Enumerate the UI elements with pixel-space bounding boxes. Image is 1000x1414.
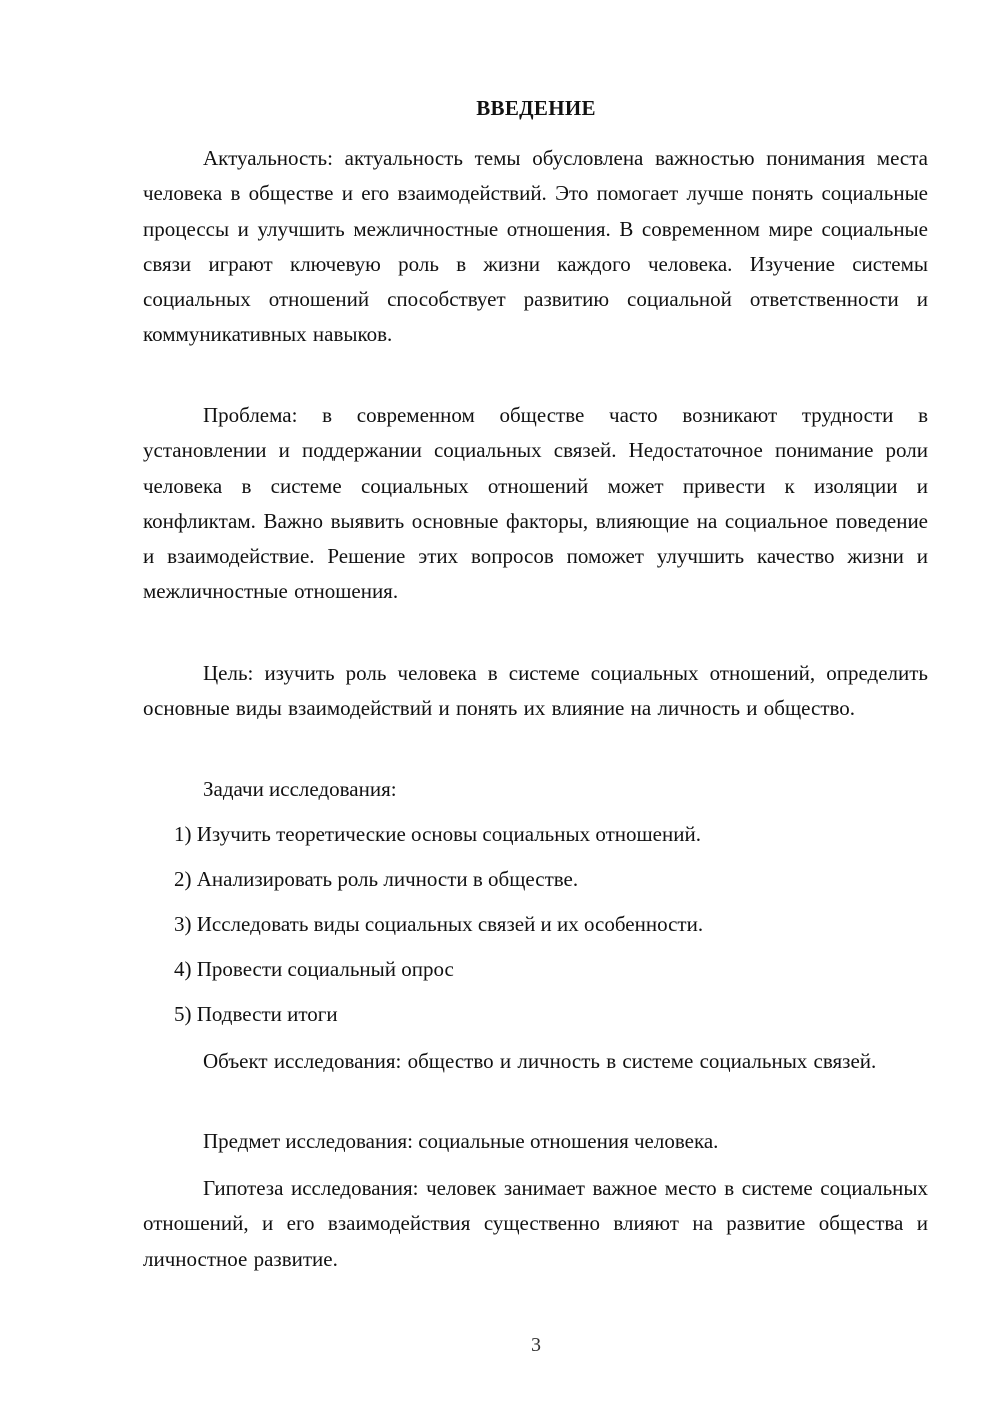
page-number: 3 (531, 1334, 541, 1356)
task-item: 3) Исследовать виды социальных связей и их особенности. (174, 912, 704, 936)
task-item: 5) Подвести итоги (174, 1002, 338, 1026)
object-paragraph: Объект исследования: общество и личность в системе социальных связей. (203, 1049, 877, 1073)
hypothesis-paragraph: Гипотеза исследования: человек занимает важное место в системе социальных отношений, и его взаимодействия существенно влияют на развитие общества и личностное развитие. (143, 1176, 928, 1271)
subject-paragraph: Предмет исследования: социальные отношения человека. (203, 1129, 719, 1153)
task-item: 4) Провести социальный опрос (174, 957, 454, 981)
task-item: 2) Анализировать роль личности в обществе. (174, 867, 579, 891)
relevance-paragraph: Актуальность: актуальность темы обусловлена важностью понимания места человека в обществе и его взаимодействий. Это помогает лучше понять социальные процессы и улучшить межличностные отношения. В современном мире социальные связи играют ключевую роль в жизни каждого человека. Изучение системы социальных отношений способствует развитию социальной ответственности и коммуникативных навыков. (143, 146, 928, 347)
task-item: 1) Изучить теоретические основы социальных отношений. (174, 822, 701, 846)
problem-paragraph: Проблема: в современном обществе часто возникают трудности в установлении и поддержании социальных связей. Недостаточное понимание роли человека в системе социальных отношений может привести к изоляции и конфликтам. Важно выявить основные факторы, влияющие на социальное поведение и взаимодействие. Решение этих вопросов поможет улучшить качество жизни и межличностные отношения. (143, 403, 928, 604)
tasks-heading: Задачи исследования: (203, 777, 397, 801)
page-title: ВВЕДЕНИЕ (476, 96, 596, 120)
goal-paragraph: Цель: изучить роль человека в системе социальных отношений, определить основные виды взаимодействий и понять их влияние на личность и общество. (143, 661, 928, 721)
